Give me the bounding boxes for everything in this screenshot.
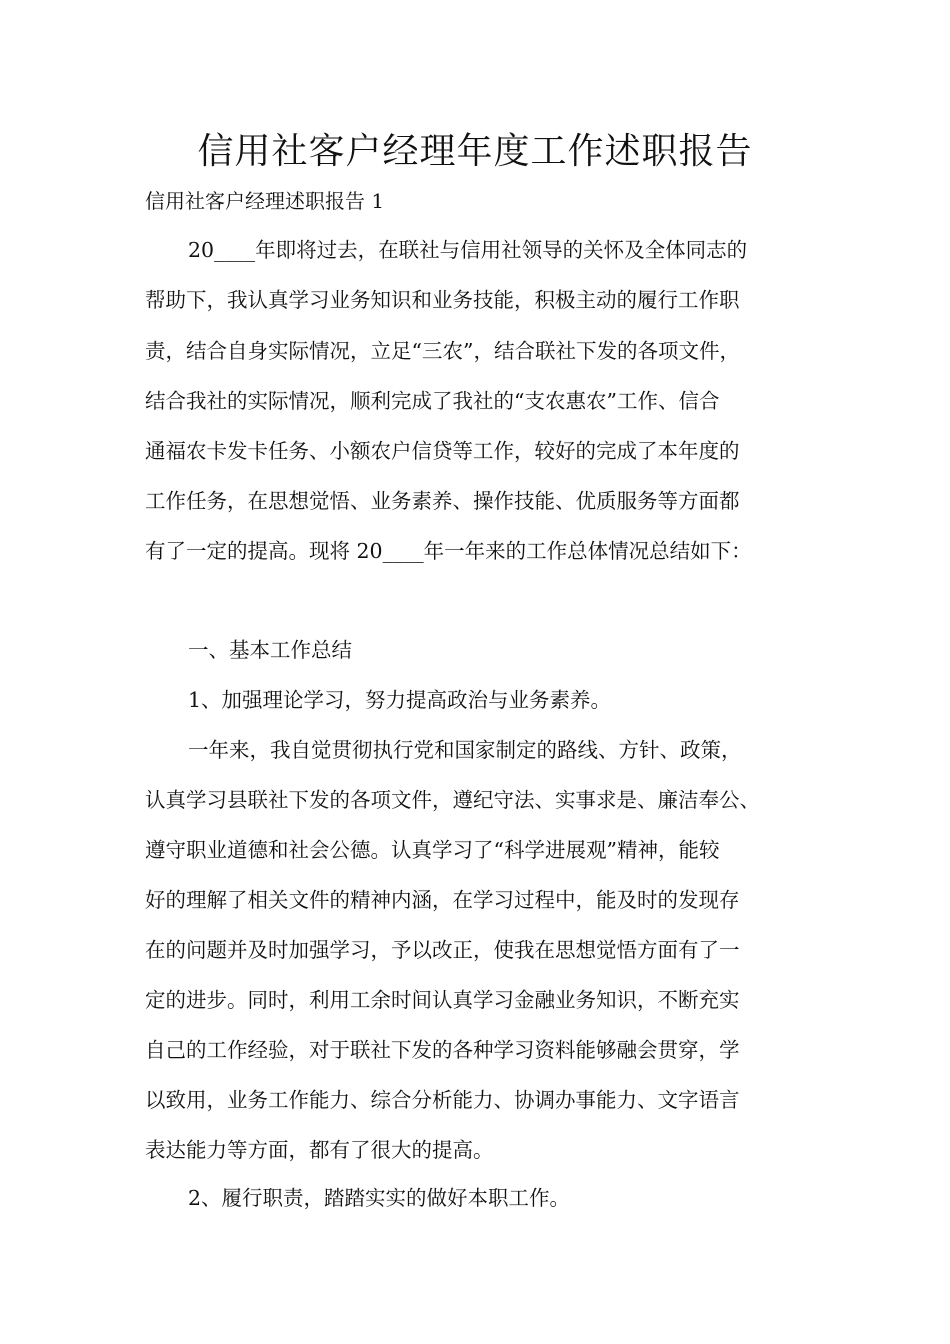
paragraph2-line: 定的进步。同时，利用工余时间认真学习金融业务知识，不断充实 [145,988,740,1012]
paragraph1-line: 结合我社的实际情况，顺利完成了我社的“支农惠农”工作、信合 [145,389,720,413]
paragraph2-line: 以致用，业务工作能力、综合分析能力、协调办事能力、文字语言 [145,1088,740,1112]
subsection-heading: 2、履行职责，踏踏实实的做好本职工作。 [188,1186,571,1210]
paragraph1-line: 帮助下，我认真学习业务知识和业务技能，积极主动的履行工作职 [145,288,740,312]
subsection-heading: 1、加强理论学习，努力提高政治与业务素养。 [188,688,612,712]
paragraph1-line: 工作任务，在思想觉悟、业务素养、操作技能、优质服务等方面都 [145,489,740,513]
paragraph1-line: 有了一定的提高。现将 20____年一年来的工作总体情况总结如下： [145,539,752,563]
paragraph2-line: 自己的工作经验，对于联社下发的各种学习资料能够融会贯穿，学 [145,1038,740,1062]
section-heading: 一、基本工作总结 [188,638,352,662]
paragraph1-line: 20____年即将过去，在联社与信用社领导的关怀及全体同志的 [188,238,748,262]
paragraph2-line: 一年来，我自觉贯彻执行党和国家制定的路线、方针、政策， [188,738,742,762]
paragraph2-line: 表达能力等方面，都有了很大的提高。 [145,1138,494,1162]
paragraph1-line: 责，结合自身实际情况，立足“三农”，结合联社下发的各项文件， [145,339,740,363]
paragraph2-line: 遵守职业道德和社会公德。认真学习了“科学进展观”精神，能较 [145,838,720,862]
paragraph1-line: 通福农卡发卡任务、小额农户信贷等工作，较好的完成了本年度的 [145,439,740,463]
paragraph2-line: 在的问题并及时加强学习，予以改正，使我在思想觉悟方面有了一 [145,938,740,962]
document-subtitle: 信用社客户经理述职报告 1 [145,189,385,213]
document-title: 信用社客户经理年度工作述职报告 [197,131,753,172]
paragraph2-line: 好的理解了相关文件的精神内涵，在学习过程中，能及时的发现存 [145,888,740,912]
paragraph2-line: 认真学习县联社下发的各项文件，遵纪守法、实事求是、廉洁奉公、 [145,788,760,812]
